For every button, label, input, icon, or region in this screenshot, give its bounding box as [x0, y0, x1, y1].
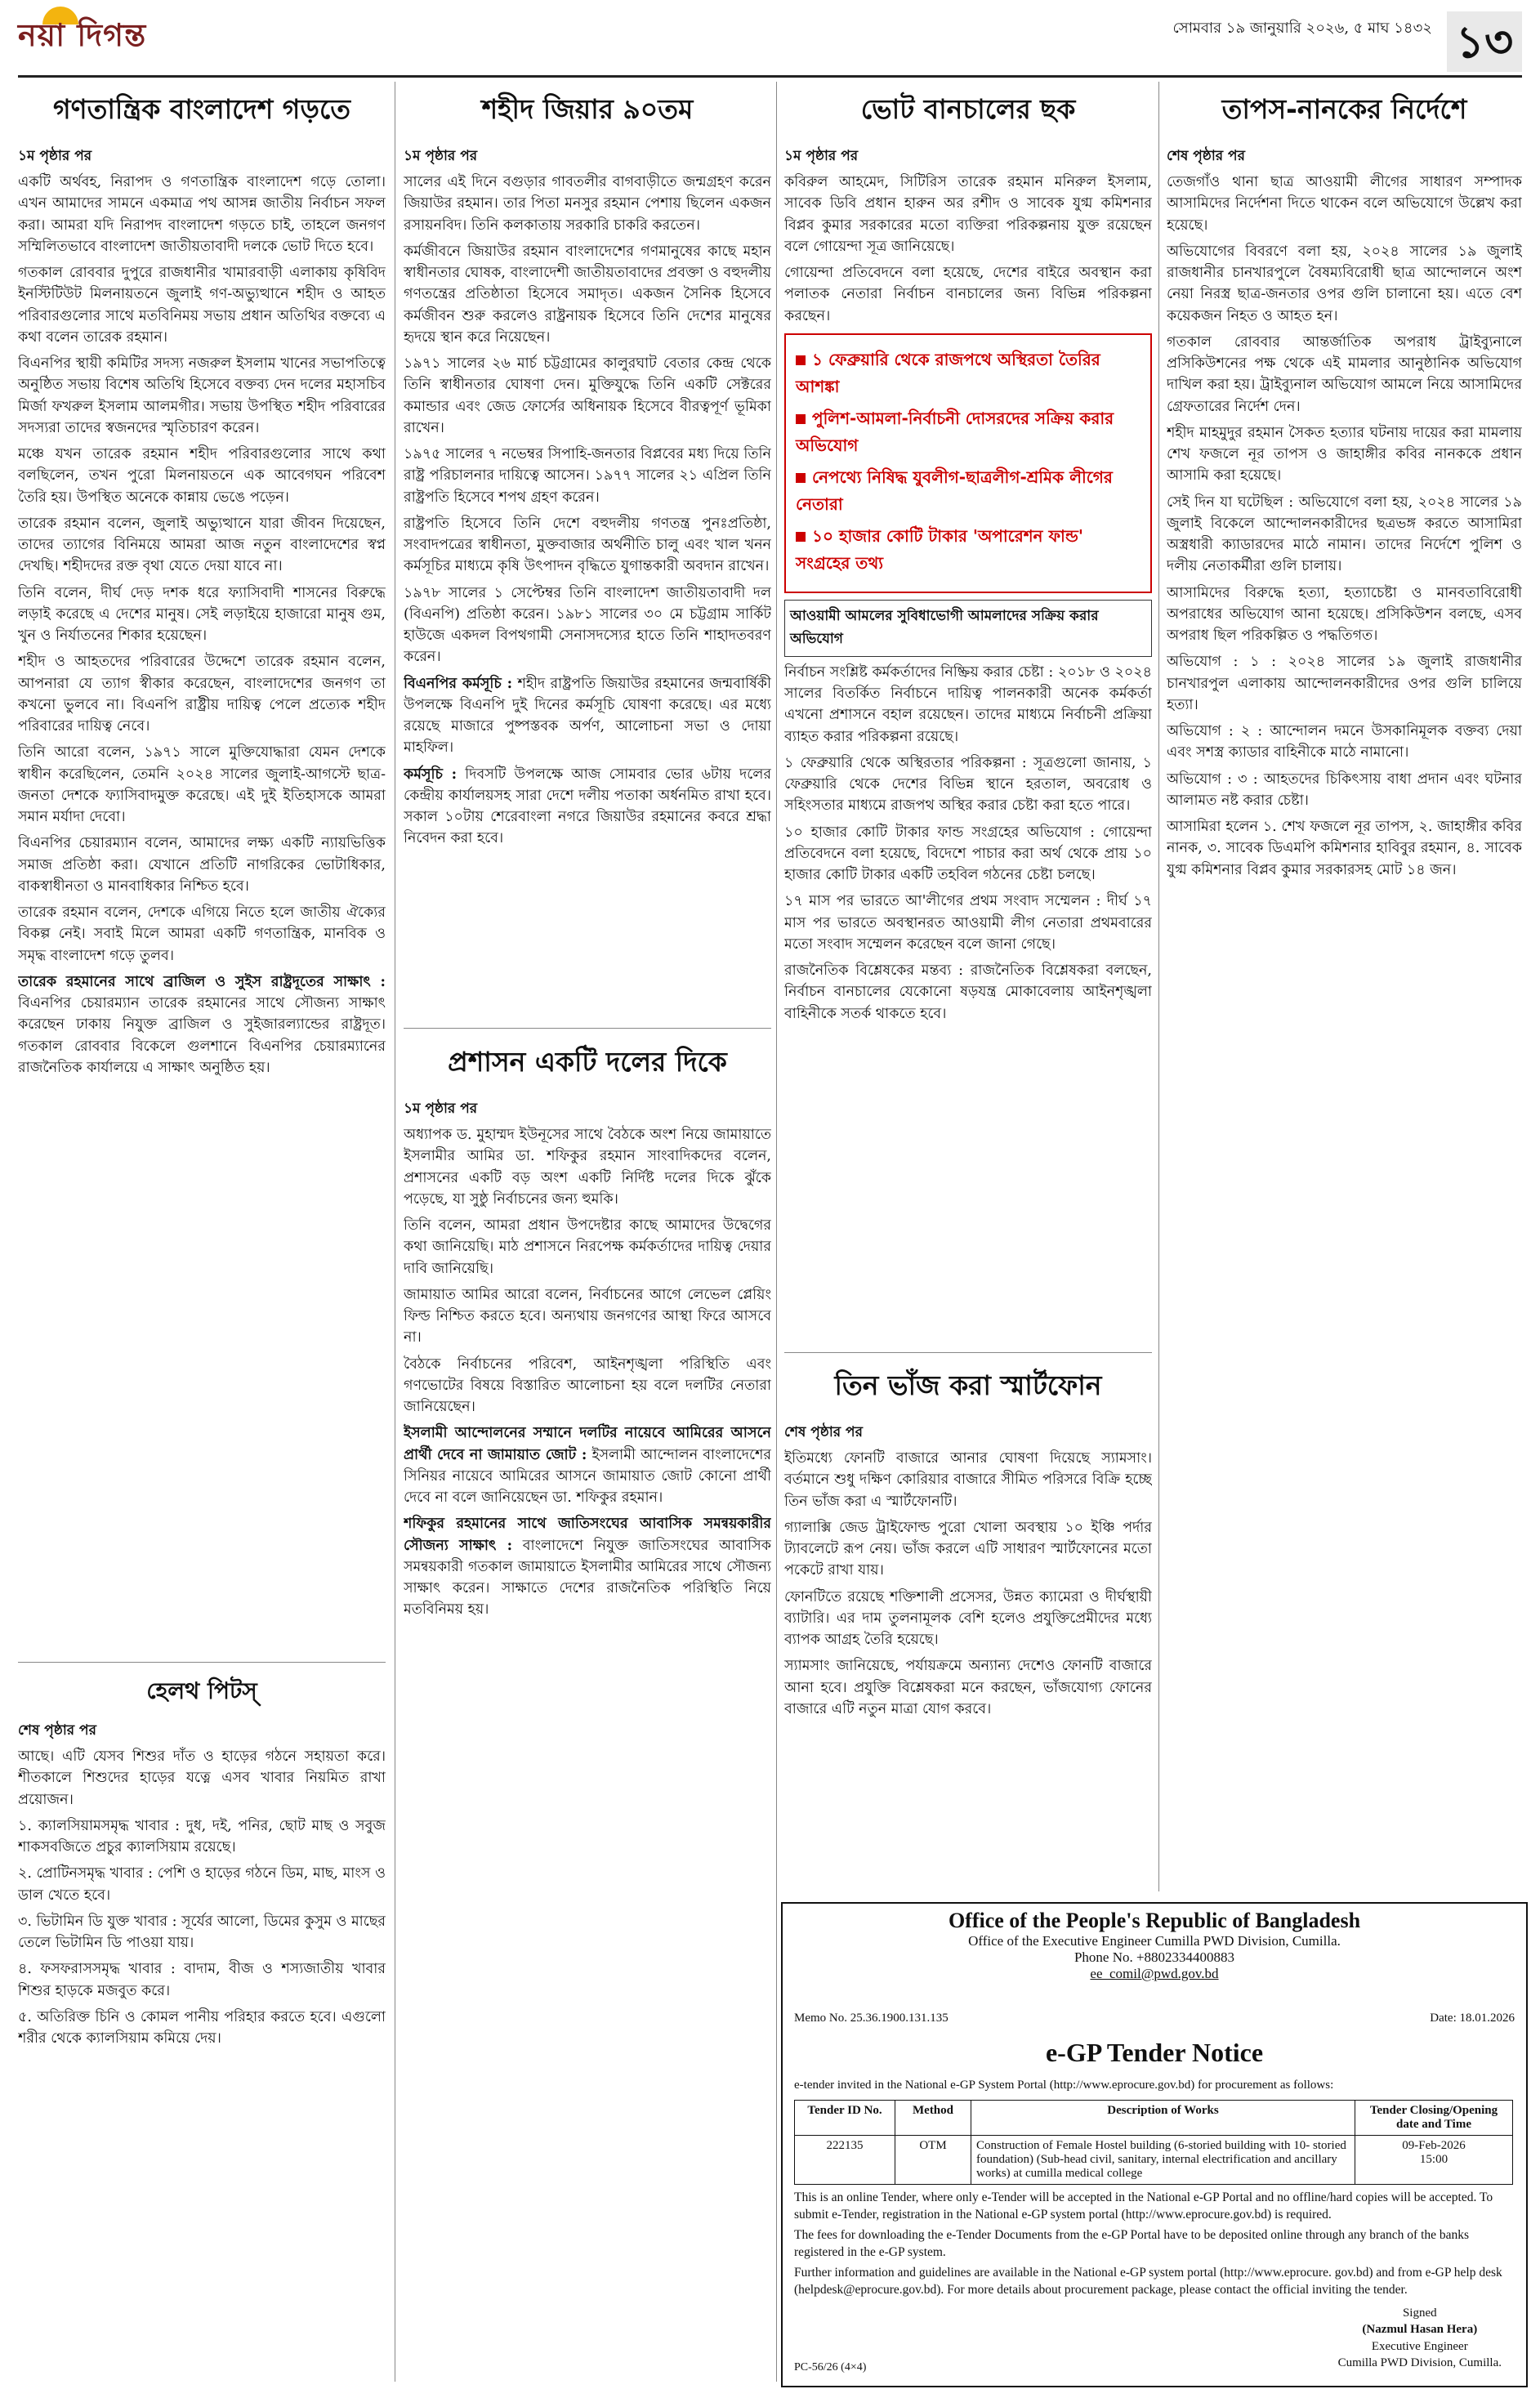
sub-section-text: বিএনপির চেয়ারম্যান তারেক রহমানের সাথে সৌজন্য সাক্ষাৎ করেছেন ঢাকায় নিযুক্ত ব্রাজিল ও সুইজারল্যান্ডের রাষ্ট্রদূত। গতকাল রোববার বিকেলে গুলশানে বিএনপির চেয়ারম্যানের রাজনৈতিক কার্যালয়ে এ সাক্ষাৎ অনুষ্ঠিত হয়।: [18, 995, 386, 1076]
paragraph: বিএনপির স্থায়ী কমিটির সদস্য নজরুল ইসলাম খানের সভাপতিত্বে অনুষ্ঠিত সভায় বিশেষ অতিথি হিসেবে বক্তব্য দেন দলের মহাসচিব মির্জা ফখরুল ইসলাম আলমগীর। সভায় উপস্থিত শহীদ পরিবারের সদস্যরা তাদের স্বজনদের স্মৃতিচারণ করেন।: [18, 355, 386, 436]
paragraph: একটি অর্থবহ, নিরাপদ ও গণতান্ত্রিক বাংলাদেশ গড়ে তোলা। এখন আমাদের সামনে একমাত্র পথ আসন্ন জাতীয় নির্বাচন সফল করা। আমরা যদি নিরাপদ বাংলাদেশ গড়তে চাই, তাহলে জনগণ সম্মিলিতভাবে বাংলাদেশ জাতীয়তাবাদী দলকে ভোট দিতে হবে।: [18, 174, 386, 255]
signatory-title: Executive Engineer: [1371, 2339, 1468, 2353]
paragraph: রাজনৈতিক বিশ্লেষকের মন্তব্য : রাজনৈতিক বিশ্লেষকরা বলছেন, নির্বাচন বানচালের যেকোনো ষড়যন্ত্র মোকাবেলায় আইনশৃঙ্খলা বাহিনীকে সতর্ক থাকতে হবে।: [784, 962, 1152, 1022]
sub-section: [404, 1422, 771, 1508]
highlight-bullets: [784, 333, 1152, 593]
bullet-item: ১ ফেব্রুয়ারি থেকে রাজপথে অস্থিরতা তৈরির আশঙ্কা: [796, 349, 1100, 396]
paragraph: বিএনপির চেয়ারম্যান বলেন, আমাদের লক্ষ্য একটি ন্যায়ভিত্তিক সমাজ প্রতিষ্ঠা করা। যেখানে প্রতিটি নাগরিকের ভোটাধিকার, বাকস্বাধীনতা ও মানবাধিকার নিশ্চিত হবে।: [18, 835, 386, 895]
sub-section-text: শহীদ রাষ্ট্রপতি জিয়াউর রহমানের জন্মবার্ষিকী উপলক্ষে বিএনপি দুই দিনের কর্মসূচি ঘোষণা করেছে। এর মধ্যে রয়েছে মাজারে পুষ্পস্তবক অর্পণ, আলোচনা সভা ও দোয়া মাহফিল।: [404, 675, 771, 757]
sign-label: Signed: [1402, 2306, 1437, 2320]
paragraph: সালের এই দিনে বগুড়ার গাবতলীর বাগবাড়ীতে জন্মগ্রহণ করেন জিয়াউর রহমান। তার পিতা মনসুর রহমান পেশায় ছিলেন একজন রসায়নবিদ। তিনি কলকাতায় সরকারি চাকরি করতেন।: [404, 174, 771, 234]
paragraph: ১৭ মাস পর ভারতে আ'লীগের প্রথম সংবাদ সম্মেলন : দীর্ঘ ১৭ মাস পর ভারতে অবস্থানরত আওয়ামী লীগ নেতারা প্রথমবারের মতো সংবাদ সম্মেলন করেছেন বলে জানা গেছে।: [784, 893, 1152, 953]
tender-signature: [1338, 2305, 1502, 2371]
tender-note: This is an online Tender, where only e-Tender will be accepted in the National e-GP Portal and no offline/hard copies will be accepted. To submit e-Tender, registration in the National e-GP system portal (http://www.eprocure.gov.bd) is required.: [794, 2190, 1493, 2222]
sub-section: [404, 673, 771, 759]
article-trifold-phone: [784, 1358, 1152, 1889]
paragraph: সেই দিন যা ঘটেছিল : অভিযোগে বলা হয়, ২০২৪ সালের ১৯ জুলাই বিকেলে আন্দোলনকারীদের ছত্রভঙ্গ করতে আসামিরা অস্ত্রধারী ক্যাডারদের মাঠে নামান। তাদের নির্দেশে পুলিশ ও দলীয় নেতাকর্মীরা গুলি চালায়।: [1167, 493, 1522, 575]
sub-section: [404, 1513, 771, 1620]
paragraph: অভিযোগ : ৩ : আহতদের চিকিৎসায় বাধা প্রদান এবং ঘটনার আলামত নষ্ট করার চেষ্টা।: [1167, 770, 1522, 809]
paragraph: গতকাল রোববার দুপুরে রাজধানীর খামারবাড়ী এলাকায় কৃষিবিদ ইনস্টিটিউট মিলনায়তনে জুলাই গণ-অভ্যুত্থানে শহীদ ও আহত পরিবারগুলোর সাথে মতবিনিময় সভায় প্রধান অতিথির বক্তব্যে এ কথা বলেন তারেক রহমান।: [18, 265, 386, 346]
sub-section-text: ইসলামী আন্দোলন বাংলাদেশের সিনিয়র নায়েবে আমিরের আসনে জামায়াত জোট কোনো প্রার্থী দেবে না বলে জানিয়েছেন ডা. শফিকুর রহমান।: [404, 1446, 771, 1506]
tender-phone: Phone No. +8802334400883: [1074, 1949, 1235, 1965]
tender-note: Further information and guidelines are available in the National e-GP system portal (http://www.eprocure. gov.bd) and from e-GP help desk (helpdesk@eprocure.gov.bd). For more details about procurement package, please contact the official inviting the tender.: [794, 2265, 1502, 2297]
sub-section-title: কর্মসূচি :: [404, 766, 458, 783]
tender-notice-ad: [781, 1902, 1528, 2387]
article-headline[interactable]: ভোট বানচালের ছক: [860, 93, 1076, 125]
paragraph: ফোনটিতে রয়েছে শক্তিশালী প্রসেসর, উন্নত ক্যামেরা ও দীর্ঘস্থায়ী ব্যাটারি। এর দাম তুলনামূলক বেশি হলেও প্রযুক্তিপ্রেমীদের মধ্যে ব্যাপক আগ্রহ তৈরি হয়েছে।: [784, 1588, 1152, 1648]
paragraph: ৪. ফসফরাসসমৃদ্ধ খাবার : বাদাম, বীজ ও শস্যজাতীয় খাবার শিশুর হাড়কে মজবুত করে।: [18, 1961, 386, 1999]
masthead: [18, 11, 1522, 69]
column-divider: [776, 82, 777, 2382]
paragraph: গোয়েন্দা প্রতিবেদনে বলা হয়েছে, দেশের বাইরে অবস্থান করা পলাতক নেতারা নির্বাচন বানচালের জন্য বিভিন্ন পরিকল্পনা করছেন।: [784, 265, 1152, 324]
bullet-item: পুলিশ-আমলা-নির্বাচনী দোসরদের সক্রিয় করার অভিযোগ: [796, 408, 1114, 455]
article-headline[interactable]: তিন ভাঁজ করা স্মার্টফোন: [834, 1369, 1102, 1401]
paragraph: অভিযোগের বিবরণে বলা হয়, ২০২৪ সালের ১৯ জুলাই রাজধানীর চানখারপুলে বৈষম্যবিরোধী ছাত্র আন্দোলনে অংশ নেয়া নিরস্ত্র ছাত্র-জনতার ওপর গুলি চালানো হয়। এতে বেশ কয়েকজন নিহত ও আহত হন।: [1167, 243, 1522, 324]
paragraph: শহীদ ও আহতদের পরিবারের উদ্দেশে তারেক রহমান বলেন, আপনারা যে ত্যাগ স্বীকার করেছেন, বাংলাদেশের জনগণ তা কখনো ভুলবে না। বিএনপি রাষ্ট্রীয় দায়িত্ব পেলে প্রত্যেক শহীদ পরিবারের দায়িত্ব নেবে।: [18, 654, 386, 735]
tender-office-sub: Office of the Executive Engineer Cumilla PWD Division, Cumilla.: [968, 1933, 1341, 1949]
paragraph: জামায়াত আমির আরো বলেন, নির্বাচনের আগে লেভেল প্লেয়িং ফিল্ড নিশ্চিত করতে হবে। অন্যথায় জনগণের আস্থা ফিরে আসবে না।: [404, 1286, 771, 1346]
paragraph: অধ্যাপক ড. মুহাম্মদ ইউনূসের সাথে বৈঠকে অংশ নিয়ে জামায়াতে ইসলামীর আমির ডা. শফিকুর রহমান সাংবাদিকদের বলেন, প্রশাসনের একটি বড় অংশ একটি নির্দিষ্ট দলের দিকে ঝুঁকে পড়েছে, যা সুষ্ঠু নির্বাচনের জন্য হুমকি।: [404, 1127, 771, 1208]
paragraph: ১০ হাজার কোটি টাকার ফান্ড সংগ্রহের অভিযোগ : গোয়েন্দা প্রতিবেদনে বলা হয়েছে, বিদেশে পাচার করা অর্থ থেকে প্রায় ১০ হাজার কোটি টাকার একটি তহবিল গঠনের চেষ্টা চলছে।: [784, 824, 1152, 883]
continued-label: ১ম পৃষ্ঠার পর: [784, 148, 859, 164]
paragraph: বৈঠকে নির্বাচনের পরিবেশ, আইনশৃঙ্খলা পরিস্থিতি এবং গণভোটের বিষয়ে বিস্তারিত আলোচনা হয় বলে দলটির নেতারা জানিয়েছেন।: [404, 1355, 771, 1415]
column-header: Tender Closing/Opening date and Time: [1355, 2101, 1513, 2136]
paragraph: আসামিদের বিরুদ্ধে হত্যা, হত্যাচেষ্টা ও মানবতাবিরোধী অপরাধের অভিযোগ আনা হয়েছে। প্রসিকিউশন বলছে, এসব অপরাধ ছিল পরিকল্পিত ও পদ্ধতিগত।: [1167, 584, 1522, 644]
dateline: সোমবার ১৯ জানুয়ারি ২০২৬, ৫ মাঘ ১৪৩২: [1172, 20, 1432, 37]
paragraph: ১৯৭১ সালের ২৬ মার্চ চট্টগ্রামের কালুরঘাট বেতার কেন্দ্র থেকে তিনি স্বাধীনতার ঘোষণা দেন। মুক্তিযুদ্ধে তিনি একটি সেক্টরের কমান্ডার এবং জেড ফোর্সের অধিনায়ক হিসেবে বীরত্বপূর্ণ ভূমিকা রাখেন।: [404, 355, 771, 436]
sub-section-title: শফিকুর রহমানের সাথে জাতিসংঘের আবাসিক সমন্বয়কারীর সৌজন্য সাক্ষাৎ :: [404, 1516, 771, 1554]
paragraph: ইতিমধ্যে ফোনটি বাজারে আনার ঘোষণা দিয়েছে স্যামসাং। বর্তমানে শুধু দক্ষিণ কোরিয়ার বাজারে সীমিত পরিসরে বিক্রি হচ্ছে তিন ভাঁজ করা এ স্মার্টফোনটি।: [784, 1450, 1152, 1510]
tender-date: Date: 18.01.2026: [1430, 2012, 1515, 2025]
tender-intro: e-tender invited in the National e-GP System Portal (http://www.eprocure.gov.bd) for procurement as follows:: [794, 2079, 1334, 2092]
paragraph: অভিযোগ : ১ : ২০২৪ সালের ১৯ জুলাই রাজধানীর চানখারপুল এলাকায় আন্দোলনকারীদের ওপর গুলি চালিয়ে হত্যা।: [1167, 654, 1522, 713]
square-bullet-icon: [796, 355, 806, 365]
accused-list: আসামিরা হলেন ১. শেখ ফজলে নূর তাপস, ২. জাহাঙ্গীর কবির নানক, ৩. সাবেক ডিএমপি কমিশনার হাবিবুর রহমান, ৪. সাবেক যুগ্ম কমিশনার বিপ্লব কুমার সরকারসহ মোট ১৪ জন।: [1167, 819, 1522, 878]
paragraph: তিনি বলেন, দীর্ঘ দেড় দশক ধরে ফ্যাসিবাদী শাসনের বিরুদ্ধে লড়াই করেছে এ দেশের মানুষ। সেই লড়াইয়ে হাজারো মানুষ গুম, খুন ও নির্যাতনের শিকার হয়েছেন।: [18, 584, 386, 644]
paragraph: ১৯৭৫ সালের ৭ নভেম্বর সিপাহি-জনতার বিপ্লবের মধ্য দিয়ে তিনি রাষ্ট্র পরিচালনার দায়িত্বে আসেন। ১৯৭৭ সালের ২১ এপ্রিল তিনি রাষ্ট্রপতি হিসেবে শপথ গ্রহণ করেন।: [404, 446, 771, 506]
tender-memo: Memo No. 25.36.1900.131.135: [794, 2012, 949, 2025]
sub-section-text: বাংলাদেশে নিযুক্ত জাতিসংঘের আবাসিক সমন্বয়কারী গতকাল জামায়াতে ইসলামীর আমিরের সাথে সৌজন্য সাক্ষাৎ করেন। সাক্ষাতে দেশের রাজনৈতিক পরিস্থিতি নিয়ে মতবিনিময় হয়।: [404, 1537, 771, 1619]
article-headline[interactable]: তাপস-নানকের নির্দেশে: [1221, 93, 1467, 125]
paragraph: ২. প্রোটিনসমৃদ্ধ খাবার : পেশি ও হাড়ের গঠনে ডিম, মাছ, মাংস ও ডাল খেতে হবে।: [18, 1865, 386, 1904]
divider: [404, 1028, 771, 1029]
sub-section: [18, 971, 386, 1078]
article-shaheed-zia: [404, 82, 771, 1021]
article-headline[interactable]: হেলথ পিটস্: [146, 1677, 257, 1704]
article-headline[interactable]: শহীদ জিয়ার ৯০তম: [481, 93, 694, 125]
tender-title: e-GP Tender Notice: [1045, 2038, 1264, 2067]
sub-section-text: দিবসটি উপলক্ষে আজ সোমবার ভোর ৬টায় দলের কেন্দ্রীয় কার্যালয়সহ সারা দেশে দলীয় পতাকা অর্ধনমিত রাখা হবে। সকাল ১০টায় শেরেবাংলা নগরে জিয়াউর রহমানের কবরে শ্রদ্ধা নিবেদন করা হবে।: [404, 766, 771, 847]
article-administration: [404, 1034, 771, 2382]
paragraph: কবিরুল আহমেদ, সিটিরিস তারেক রহমান মনিরুল ইসলাম, সাবেক ডিবি প্রধান হারুন অর রশীদ ও সাবেক যুগ্ম কমিশনার বিপ্লব কুমার সরকারের মতো ব্যক্তিরা পরিকল্পনায় যুক্ত রয়েছেন বলে গোয়েন্দা সূত্র জানিয়েছে।: [784, 174, 1152, 255]
divider: [18, 1662, 386, 1663]
paragraph: আছে। এটি যেসব শিশুর দাঁত ও হাড়ের গঠনে সহায়তা করে। শীতকালে শিশুদের হাড়ের যত্নে এসব খাবার নিয়মিত রাখা প্রয়োজন।: [18, 1748, 386, 1808]
signatory-name: (Nazmul Hasan Hera): [1362, 2323, 1478, 2337]
ad-code: PC-56/26 (4×4): [794, 2361, 867, 2373]
bullet-item: নেপথ্যে নিষিদ্ধ যুবলীগ-ছাত্রলীগ-শ্রমিক লীগের নেতারা: [796, 467, 1113, 514]
tender-table: [794, 2100, 1513, 2185]
column-header: Method: [895, 2101, 971, 2136]
paragraph: তেজগাঁও থানা ছাত্র আওয়ামী লীগের সাধারণ সম্পাদক আসামিদের নির্দেশনা দিতে থাকেন বলে অভিযোগে উল্লেখ করা হয়েছে।: [1167, 174, 1522, 234]
article-vote-sabotage: [784, 82, 1152, 1348]
paragraph: তিনি বলেন, আমরা প্রধান উপদেষ্টার কাছে আমাদের উদ্বেগের কথা জানিয়েছি। মাঠ প্রশাসনে নিরপেক্ষ কর্মকর্তাদের দায়িত্ব দেয়ার দাবি জানিয়েছি।: [404, 1217, 771, 1277]
continued-label: ১ম পৃষ্ঠার পর: [18, 148, 92, 164]
continued-label: ১ম পৃষ্ঠার পর: [404, 1101, 478, 1117]
tender-id-cell: 222135: [795, 2136, 895, 2185]
table-row: [795, 2136, 1513, 2185]
sub-section-title: তারেক রহমানের সাথে ব্রাজিল ও সুইস রাষ্ট্রদূতের সাক্ষাৎ :: [18, 973, 386, 990]
paragraph: তারেক রহমান বলেন, দেশকে এগিয়ে নিতে হলে জাতীয় ঐক্যের বিকল্প নেই। সবাই মিলে আমরা একটি গণতান্ত্রিক, মানবিক ও সমৃদ্ধ বাংলাদেশ গড়ে তুলব।: [18, 904, 386, 964]
square-bullet-icon: [796, 473, 806, 483]
sub-section: [404, 764, 771, 850]
article-headline[interactable]: প্রশাসন একটি দলের দিকে: [448, 1046, 727, 1078]
paragraph: ১ ফেব্রুয়ারি থেকে অস্থিরতার পরিকল্পনা : সূত্রগুলো জানায়, ১ ফেব্রুয়ারি থেকে দেশের বিভিন্ন স্থানে হরতাল, অবরোধ ও সহিংসতার মাধ্যমে রাজপথ অস্থির করার চেষ্টা করা হতে পারে।: [784, 754, 1152, 815]
side-box: আওয়ামী আমলের সুবিধাভোগী আমলাদের সক্রিয় করার অভিযোগ: [784, 600, 1152, 657]
paragraph: গতকাল রোববার আন্তর্জাতিক অপরাধ ট্রাইব্যুনালে প্রসিকিউশনের পক্ষ থেকে এই মামলার আনুষ্ঠানিক অভিযোগ দাখিল করা হয়। ট্রাইব্যুনাল অভিযোগ আমলে নিয়ে আসামিদের গ্রেফতারের নির্দেশ দেন।: [1167, 333, 1522, 415]
column-divider: [1158, 82, 1159, 1891]
paragraph: স্যামসাং জানিয়েছে, পর্যায়ক্রমে অন্যান্য দেশেও ফোনটি বাজারে আনা হবে। প্রযুক্তি বিশ্লেষকরা মনে করছেন, ভাঁজযোগ্য ফোনের বাজারে এটি নতুন মাত্রা যোগ করবে।: [784, 1658, 1152, 1717]
paragraph: কর্মজীবনে জিয়াউর রহমান বাংলাদেশের গণমানুষের কাছে মহান স্বাধীনতার ঘোষক, বাংলাদেশী জাতীয়তাবাদের প্রবক্তা ও বহুদলীয় গণতন্ত্রের প্রতিষ্ঠাতা হিসেবে সমাদৃত। একজন সৈনিক হিসেবে কর্মজীবন শুরু করলেও রাষ্ট্রনায়ক হিসেবে তিনি দেশের মানুষের হৃদয়ে স্থান করে নিয়েছেন।: [404, 243, 771, 346]
table-header-row: [795, 2101, 1513, 2136]
tender-email-link[interactable]: ee_comil@pwd.gov.bd: [1090, 1966, 1219, 1981]
paragraph: নির্বাচন সংশ্লিষ্ট কর্মকর্তাদের নিষ্ক্রিয় করার চেষ্টা : ২০১৮ ও ২০২৪ সালের বিতর্কিত নির্বাচনে দায়িত্ব পালনকারী অনেক কর্মকর্তা এখনো প্রশাসনে বহাল রয়েছেন। তাদের মাধ্যমে নির্বাচনী প্রক্রিয়া ব্যাহত করার পরিকল্পনা রয়েছে।: [784, 663, 1152, 745]
closing-date: 09-Feb-2026: [1402, 2139, 1466, 2152]
description-cell: Construction of Female Hostel building (6-storied building with 10- storied foundation) (Sub-head civil, sanitary, internal electrification and ancillary works) at cumilla medical college: [971, 2136, 1355, 2185]
article-democratic-bangladesh: [18, 82, 386, 1650]
signatory-office: Cumilla PWD Division, Cumilla.: [1337, 2356, 1502, 2369]
tender-note: The fees for downloading the e-Tender Documents from the e-GP Portal have to be deposited online through any branch of the banks registered in the e-GP system.: [794, 2227, 1470, 2259]
closing-time: 15:00: [1419, 2153, 1448, 2166]
square-bullet-icon: [796, 414, 806, 424]
column-header: Tender ID No.: [795, 2101, 895, 2136]
continued-label: ১ম পৃষ্ঠার পর: [404, 148, 478, 164]
paragraph: তিনি আরো বলেন, ১৯৭১ সালে মুক্তিযোদ্ধারা যেমন দেশকে স্বাধীন করেছিলেন, তেমনি ২০২৪ সালের জুলাই-আগস্টে ছাত্র-জনতা দেশকে ফ্যাসিবাদমুক্ত করেছে। এই দুই ইতিহাসকে আমরা সমান মর্যাদা দেবো।: [18, 744, 386, 825]
paragraph: ১. ক্যালসিয়ামসমৃদ্ধ খাবার : দুধ, দই, পনির, ছোট মাছ ও সবুজ শাকসবজিতে প্রচুর ক্যালসিয়াম রয়েছে।: [18, 1817, 386, 1855]
paragraph: তারেক রহমান বলেন, জুলাই অভ্যুত্থানে যারা জীবন দিয়েছেন, তাদের ত্যাগের বিনিময়ে আমরা আজ নতুন বাংলাদেশের স্বপ্ন দেখছি। শহীদদের রক্ত বৃথা যেতে দেয়া যাবে না।: [18, 515, 386, 575]
paragraph: অভিযোগ : ২ : আন্দোলন দমনে উসকানিমূলক বক্তব্য দেয়া এবং সশস্ত্র ক্যাডার বাহিনীকে মাঠে নামানো।: [1167, 723, 1522, 761]
closing-cell: [1355, 2136, 1513, 2185]
tender-notes: [794, 2190, 1513, 2302]
divider: [784, 1352, 1152, 1353]
paragraph: গ্যালাক্সি জেড ট্রাইফোল্ড পুরো খোলা অবস্থায় ১০ ইঞ্চি পর্দার ট্যাবলেটে রূপ নেয়। ভাঁজ করলে এটি সাধারণ স্মার্টফোনের মতো পকেটে রাখা যায়।: [784, 1519, 1152, 1579]
paragraph: মঞ্চে যখন তারেক রহমান শহীদ পরিবারগুলোর সাথে কথা বলছিলেন, তখন পুরো মিলনায়তনে এক আবেগঘন পরিবেশ তৈরি হয়। উপস্থিত অনেকে কান্নায় ভেঙে পড়েন।: [18, 446, 386, 506]
bullet-item: ১০ হাজার কোটি টাকার 'অপারেশন ফান্ড' সংগ্রহের তথ্য: [796, 525, 1083, 573]
article-headline[interactable]: গণতান্ত্রিক বাংলাদেশ গড়তে: [53, 93, 350, 125]
paragraph: ১৯৭৮ সালের ১ সেপ্টেম্বর তিনি বাংলাদেশ জাতীয়তাবাদী দল (বিএনপি) প্রতিষ্ঠা করেন। ১৯৮১ সালের ৩০ মে চট্টগ্রাম সার্কিট হাউজে একদল বিপথগামী সেনাসদস্যের হাতে তিনি শাহাদতবরণ করেন।: [404, 584, 771, 666]
continued-label: শেষ পৃষ্ঠার পর: [784, 1424, 863, 1440]
sub-section-title: ইসলামী আন্দোলনের সম্মানে দলটির নায়েবে আমিরের আসনে প্রার্থী দেবে না জামায়াত জোট :: [404, 1425, 771, 1463]
paragraph: শহীদ মাহমুদুর রহমান সৈকত হত্যার ঘটনায় দায়ের করা মামলায় শেখ ফজলে নূর তাপস ও জাহাঙ্গীর কবির নানককে প্রধান আসামি করা হয়েছে।: [1167, 424, 1522, 485]
paragraph: রাষ্ট্রপতি হিসেবে তিনি দেশে বহুদলীয় গণতন্ত্র পুনঃপ্রতিষ্ঠা, সংবাদপত্রের স্বাধীনতা, মুক্তবাজার অর্থনীতি চালু এবং খাল খনন কর্মসূচির মাধ্যমে কৃষি উৎপাদন বৃদ্ধিতে যুগান্তকারী অবদান রাখেন।: [404, 515, 771, 575]
method-cell: OTM: [895, 2136, 971, 2185]
column-header: Description of Works: [971, 2101, 1355, 2136]
newspaper-logo[interactable]: নয়া দিগন্ত: [18, 11, 146, 64]
sub-section-title: বিএনপির কর্মসূচি :: [404, 675, 513, 692]
article-taposh-nanak: [1167, 82, 1522, 1891]
continued-label: শেষ পৃষ্ঠার পর: [1167, 148, 1245, 164]
masthead-rule: [18, 75, 1522, 78]
tender-office: Office of the People's Republic of Bangladesh: [948, 1909, 1361, 1932]
continued-label: শেষ পৃষ্ঠার পর: [18, 1722, 96, 1739]
square-bullet-icon: [796, 532, 806, 542]
paragraph: ৫. অতিরিক্ত চিনি ও কোমল পানীয় পরিহার করতে হবে। এগুলো শরীর থেকে ক্যালসিয়াম কমিয়ে দেয়।: [18, 2008, 386, 2047]
paragraph: ৩. ভিটামিন ডি যুক্ত খাবার : সূর্যের আলো, ডিমের কুসুম ও মাছের তেলে ভিটামিন ডি পাওয়া যায়।: [18, 1913, 386, 1951]
article-health-pits: [18, 1670, 386, 2381]
page-number: ১৩: [1447, 11, 1522, 72]
